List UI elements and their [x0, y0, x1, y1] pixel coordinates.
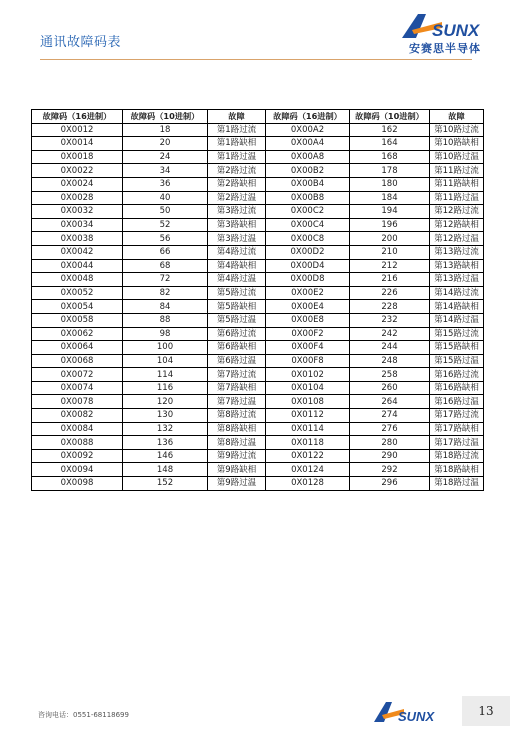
contact-phone: 咨询电话：0551-68118699: [38, 711, 129, 719]
table-cell: 114: [123, 368, 208, 382]
table-cell: 0X0082: [32, 409, 123, 423]
table-row: [32, 191, 484, 205]
table-cell: 0X0024: [32, 177, 123, 191]
table-cell: 第2路缺相: [208, 177, 266, 191]
table-row: [32, 313, 484, 327]
table-cell: 40: [123, 191, 208, 205]
table-cell: 0X00B8: [266, 191, 350, 205]
table-cell: 第9路缺相: [208, 463, 266, 477]
table-cell: 0X00F8: [266, 354, 350, 368]
table-cell: 120: [123, 395, 208, 409]
table-cell: 第14路缺相: [430, 300, 484, 314]
table-cell: 0X00A8: [266, 150, 350, 164]
table-cell: 0X0018: [32, 150, 123, 164]
table-cell: 130: [123, 409, 208, 423]
table-cell: 0X0034: [32, 218, 123, 232]
table-row: [32, 368, 484, 382]
table-row: [32, 449, 484, 463]
column-header: 故障码（16进制）: [266, 110, 350, 124]
table-cell: 296: [350, 477, 430, 491]
table-cell: 第6路过温: [208, 354, 266, 368]
table-cell: 第4路过流: [208, 245, 266, 259]
column-header: 故障: [430, 110, 484, 124]
table-cell: 260: [350, 381, 430, 395]
table-cell: 178: [350, 164, 430, 178]
table-cell: 216: [350, 273, 430, 287]
table-cell: 274: [350, 409, 430, 423]
table-row: [32, 150, 484, 164]
table-row: [32, 259, 484, 273]
table-cell: 第12路过温: [430, 232, 484, 246]
table-row: [32, 232, 484, 246]
column-header: 故障码（10进制）: [123, 110, 208, 124]
table-row: [32, 177, 484, 191]
table-cell: 0X0124: [266, 463, 350, 477]
table-cell: 0X0048: [32, 273, 123, 287]
table-cell: 212: [350, 259, 430, 273]
table-cell: 100: [123, 341, 208, 355]
table-cell: 0X0054: [32, 300, 123, 314]
table-cell: 第6路缺相: [208, 341, 266, 355]
table-cell: 0X00E4: [266, 300, 350, 314]
table-cell: 0X0012: [32, 123, 123, 137]
table-row: [32, 123, 484, 137]
table-row: [32, 218, 484, 232]
table-row: [32, 354, 484, 368]
table-cell: 第5路缺相: [208, 300, 266, 314]
table-cell: 0X0118: [266, 436, 350, 450]
table-cell: 0X00A2: [266, 123, 350, 137]
table-cell: 0X0084: [32, 422, 123, 436]
table-row: [32, 477, 484, 491]
table-cell: 第10路过温: [430, 150, 484, 164]
table-row: [32, 409, 484, 423]
table-cell: 第12路过流: [430, 205, 484, 219]
table-cell: 264: [350, 395, 430, 409]
table-cell: 164: [350, 137, 430, 151]
table-cell: 第2路过流: [208, 164, 266, 178]
table-cell: 0X00C8: [266, 232, 350, 246]
table-cell: 0X0074: [32, 381, 123, 395]
table-cell: 0X0058: [32, 313, 123, 327]
table-cell: 0X0062: [32, 327, 123, 341]
table-cell: 0X00A4: [266, 137, 350, 151]
table-cell: 0X0028: [32, 191, 123, 205]
table-cell: 0X0014: [32, 137, 123, 151]
table-cell: 第9路过流: [208, 449, 266, 463]
table-cell: 第16路过流: [430, 368, 484, 382]
table-cell: 0X00E2: [266, 286, 350, 300]
table-row: [32, 422, 484, 436]
table-header-row: [32, 110, 484, 124]
footer-logo: [372, 698, 448, 726]
table-cell: 第16路过温: [430, 395, 484, 409]
table-cell: 146: [123, 449, 208, 463]
table-cell: 第18路过流: [430, 449, 484, 463]
table-cell: 20: [123, 137, 208, 151]
table-cell: 0X0128: [266, 477, 350, 491]
table-cell: 0X00F4: [266, 341, 350, 355]
fault-code-table: [31, 109, 484, 491]
logo-brand-text: SUNX: [432, 21, 480, 40]
table-cell: 0X0022: [32, 164, 123, 178]
table-cell: 第1路过温: [208, 150, 266, 164]
table-cell: 第17路过温: [430, 436, 484, 450]
table-cell: 292: [350, 463, 430, 477]
table-row: [32, 463, 484, 477]
table-cell: 152: [123, 477, 208, 491]
table-row: [32, 245, 484, 259]
table-cell: 第11路缺相: [430, 177, 484, 191]
table-cell: 第16路缺相: [430, 381, 484, 395]
table-cell: 50: [123, 205, 208, 219]
table-cell: 0X0042: [32, 245, 123, 259]
column-header: 故障码（10进制）: [350, 110, 430, 124]
table-cell: 第5路过流: [208, 286, 266, 300]
table-cell: 290: [350, 449, 430, 463]
table-cell: 第10路缺相: [430, 137, 484, 151]
table-cell: 0X00D4: [266, 259, 350, 273]
table-cell: 第17路缺相: [430, 422, 484, 436]
table-cell: 0X00D2: [266, 245, 350, 259]
table-cell: 0X00D8: [266, 273, 350, 287]
table-cell: 82: [123, 286, 208, 300]
table-cell: 第3路过流: [208, 205, 266, 219]
table-cell: 226: [350, 286, 430, 300]
table-row: [32, 327, 484, 341]
table-row: [32, 300, 484, 314]
table-cell: 0X0064: [32, 341, 123, 355]
table-cell: 第18路缺相: [430, 463, 484, 477]
table-row: [32, 395, 484, 409]
table-cell: 84: [123, 300, 208, 314]
table-cell: 第3路过温: [208, 232, 266, 246]
table-cell: 0X0038: [32, 232, 123, 246]
table-cell: 第9路过温: [208, 477, 266, 491]
table-cell: 0X0068: [32, 354, 123, 368]
table-cell: 第15路缺相: [430, 341, 484, 355]
table-cell: 第4路缺相: [208, 259, 266, 273]
table-row: [32, 137, 484, 151]
logo-a-mark-icon: [402, 14, 426, 38]
table-cell: 第14路过流: [430, 286, 484, 300]
table-cell: 36: [123, 177, 208, 191]
header-divider: [40, 59, 472, 60]
column-header: 故障码（16进制）: [32, 110, 123, 124]
table-cell: 第7路过温: [208, 395, 266, 409]
table-cell: 184: [350, 191, 430, 205]
table-cell: 第13路缺相: [430, 259, 484, 273]
table-row: [32, 436, 484, 450]
table-cell: 第5路过温: [208, 313, 266, 327]
table-cell: 0X0044: [32, 259, 123, 273]
table-cell: 210: [350, 245, 430, 259]
table-cell: 第7路过流: [208, 368, 266, 382]
table-row: [32, 273, 484, 287]
table-cell: 第4路过温: [208, 273, 266, 287]
table-cell: 0X00F2: [266, 327, 350, 341]
table-cell: 第7路缺相: [208, 381, 266, 395]
table-cell: 0X0102: [266, 368, 350, 382]
table-cell: 第15路过流: [430, 327, 484, 341]
page-title: 通讯故障码表: [40, 35, 122, 50]
table-cell: 244: [350, 341, 430, 355]
table-cell: 0X0072: [32, 368, 123, 382]
table-cell: 0X0112: [266, 409, 350, 423]
table-cell: 162: [350, 123, 430, 137]
logo-subtitle: 安赛思半导体: [409, 42, 481, 55]
table-cell: 第12路缺相: [430, 218, 484, 232]
table-cell: 104: [123, 354, 208, 368]
table-cell: 0X00B2: [266, 164, 350, 178]
table-cell: 72: [123, 273, 208, 287]
table-row: [32, 205, 484, 219]
table-cell: 132: [123, 422, 208, 436]
table-cell: 0X0052: [32, 286, 123, 300]
table-cell: 0X0098: [32, 477, 123, 491]
table-cell: 0X00C4: [266, 218, 350, 232]
table-cell: 194: [350, 205, 430, 219]
table-cell: 0X0122: [266, 449, 350, 463]
table-cell: 52: [123, 218, 208, 232]
table-cell: 第17路过流: [430, 409, 484, 423]
table-cell: 148: [123, 463, 208, 477]
table-cell: 0X0078: [32, 395, 123, 409]
table-cell: 18: [123, 123, 208, 137]
table-cell: 200: [350, 232, 430, 246]
table-cell: 0X00B4: [266, 177, 350, 191]
footer-logo-brand-text: SUNX: [398, 709, 435, 724]
table-cell: 24: [123, 150, 208, 164]
table-cell: 第2路过温: [208, 191, 266, 205]
footer-logo-a-mark-icon: [374, 702, 392, 722]
table-cell: 258: [350, 368, 430, 382]
table-cell: 242: [350, 327, 430, 341]
table-row: [32, 341, 484, 355]
table-cell: 0X0114: [266, 422, 350, 436]
table-cell: 第13路过流: [430, 245, 484, 259]
table-row: [32, 286, 484, 300]
table-cell: 第8路过流: [208, 409, 266, 423]
table-cell: 0X0108: [266, 395, 350, 409]
table-cell: 第1路缺相: [208, 137, 266, 151]
table-cell: 第11路过温: [430, 191, 484, 205]
table-cell: 136: [123, 436, 208, 450]
column-header: 故障: [208, 110, 266, 124]
table-cell: 280: [350, 436, 430, 450]
table-cell: 第14路过温: [430, 313, 484, 327]
table-cell: 第11路过流: [430, 164, 484, 178]
table-cell: 0X0104: [266, 381, 350, 395]
table-cell: 第1路过流: [208, 123, 266, 137]
page-number-box: [462, 696, 510, 726]
table-cell: 0X0032: [32, 205, 123, 219]
table-cell: 56: [123, 232, 208, 246]
table-cell: 116: [123, 381, 208, 395]
page-number: 13: [478, 704, 494, 718]
table-row: [32, 164, 484, 178]
table-cell: 0X00C2: [266, 205, 350, 219]
table-cell: 66: [123, 245, 208, 259]
table-cell: 0X0088: [32, 436, 123, 450]
table-cell: 0X0092: [32, 449, 123, 463]
table-cell: 第6路过流: [208, 327, 266, 341]
table-cell: 第10路过流: [430, 123, 484, 137]
table-cell: 第18路过温: [430, 477, 484, 491]
table-cell: 248: [350, 354, 430, 368]
table-cell: 第8路过温: [208, 436, 266, 450]
table-cell: 第13路过温: [430, 273, 484, 287]
table-cell: 34: [123, 164, 208, 178]
table-cell: 228: [350, 300, 430, 314]
table-row: [32, 381, 484, 395]
table-cell: 第3路缺相: [208, 218, 266, 232]
table-cell: 68: [123, 259, 208, 273]
table-cell: 196: [350, 218, 430, 232]
table-cell: 276: [350, 422, 430, 436]
table-cell: 168: [350, 150, 430, 164]
table-cell: 0X0094: [32, 463, 123, 477]
table-cell: 98: [123, 327, 208, 341]
table-cell: 0X00E8: [266, 313, 350, 327]
table-cell: 88: [123, 313, 208, 327]
table-cell: 180: [350, 177, 430, 191]
table-cell: 第8路缺相: [208, 422, 266, 436]
table-cell: 232: [350, 313, 430, 327]
table-cell: 第15路过温: [430, 354, 484, 368]
